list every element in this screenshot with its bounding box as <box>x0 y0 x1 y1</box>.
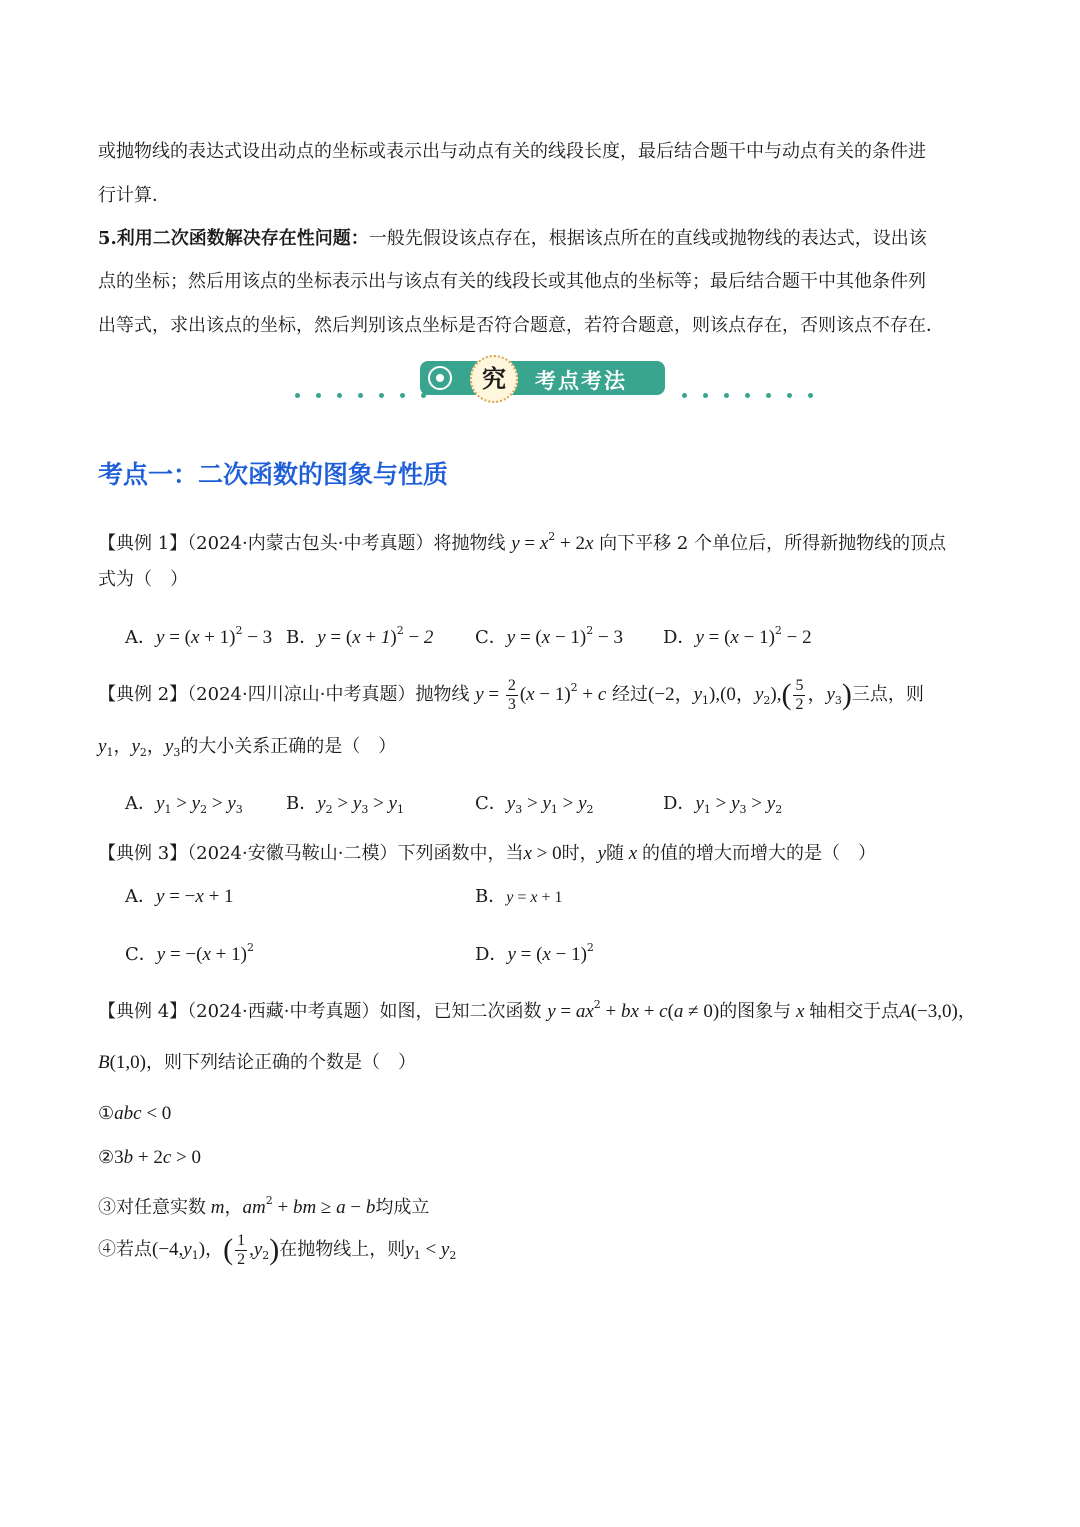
example-2-option-d[interactable]: D．$y_1 > y_3 > y_2$ <box>663 793 783 816</box>
banner-dots-right <box>682 393 813 398</box>
example-1-option-b[interactable]: B．$y = (x + 1)^2 - 2$ <box>286 624 434 648</box>
section-banner <box>290 355 800 403</box>
example-3-stem: 【典例 3】（2024·安徽马鞍山·二模）下列函数中，当x > 0时，y随 x 的值的增大而增大的是（ ） <box>98 843 876 864</box>
item-5-text: 一般先假设该点存在，根据该点所在的直线或抛物线的表达式，设出该 <box>368 228 927 249</box>
example-4-stem: 【典例 4】（2024·西藏·中考真题）如图，已知二次函数 $y = ax^2$ + bx + c(a ≠ 0)的图象与 x 轴相交于点A(−3,0)， <box>98 998 976 1022</box>
banner-dots-left <box>295 393 426 398</box>
statement-4: ④若点$(-4,y_1)$，( $\frac{1}{2}$ $,y_2$)在抛物线上，则$y_1 < y_2$ <box>98 1231 457 1268</box>
target-icon <box>428 366 452 390</box>
example-2-option-c[interactable]: C．$y_3 > y_1 > y_2$ <box>475 793 594 816</box>
item-5-label: 5.利用二次函数解决存在性问题： <box>98 228 369 249</box>
example-1-option-a[interactable]: A．$y = (x + 1)^2 - 3$ <box>125 624 273 648</box>
example-2-stem: 【典例 2】（2024·四川凉山·中考真题）抛物线 y = $\frac{2}{3}$ $(x - 1)^2 + c$ 经过(−2，$y_1),(0$，$y_2$),( $\frac{5}{2}$ ，$y_3$)三点，则 <box>98 676 924 713</box>
intro-line-5: 出等式，求出该点的坐标，然后判别该点坐标是否符合题意，若符合题意，则该点存在，否则该点不存在． <box>98 315 944 336</box>
example-1-option-d[interactable]: D．$y = (x - 1)^2 - 2$ <box>663 624 812 648</box>
statement-2: ②3b + 2c > 0 <box>98 1147 202 1168</box>
example-1-stem-2: 式为（ ） <box>98 569 188 590</box>
example-2-option-a[interactable]: A．$y_1 > y_2 > y_3$ <box>125 793 243 816</box>
intro-item-5 <box>98 227 927 251</box>
intro-line-1: 或抛物线的表达式设出动点的坐标或表示出与动点有关的线段长度，最后结合题干中与动点有关的条件进 <box>98 141 926 162</box>
statement-1: ①abc < 0 <box>98 1103 172 1124</box>
example-2-option-b[interactable]: B．$y_2 > y_3 > y_1$ <box>286 793 404 816</box>
example-4-stem-2: B(1,0)，则下列结论正确的个数是（ ） <box>98 1052 417 1073</box>
example-1-stem: 【典例 1】（2024·内蒙古包头·中考真题）将抛物线 $y = x^2 + 2x$ 向下平移 2 个单位后，所得新抛物线的顶点 <box>98 530 947 554</box>
banner-badge: 究 <box>470 355 518 403</box>
example-3-option-a[interactable]: A．y = −x + 1 <box>125 886 234 907</box>
example-2-stem-2: $y_1$，$y_2$，$y_3$的大小关系正确的是（ ） <box>98 736 397 759</box>
example-3-option-c[interactable]: C．$y = -(x + 1)^2$ <box>125 941 254 965</box>
example-3-option-b[interactable]: B．y = x + 1 <box>475 886 563 907</box>
example-1-option-c[interactable]: C．$y = (x - 1)^2 - 3$ <box>475 624 623 648</box>
intro-line-2: 行计算． <box>98 185 170 206</box>
section-title: 考点一：二次函数的图象与性质 <box>98 460 449 489</box>
example-3-option-d[interactable]: D．$y = (x - 1)^2$ <box>475 941 594 965</box>
banner-label: 考点考法 <box>535 369 627 393</box>
statement-3: ③对任意实数 m，$am^2$ + bm ≥ a − b均成立 <box>98 1194 430 1218</box>
intro-line-4: 点的坐标；然后用该点的坐标表示出与该点有关的线段长或其他点的坐标等；最后结合题干中其他条件列 <box>98 271 926 292</box>
